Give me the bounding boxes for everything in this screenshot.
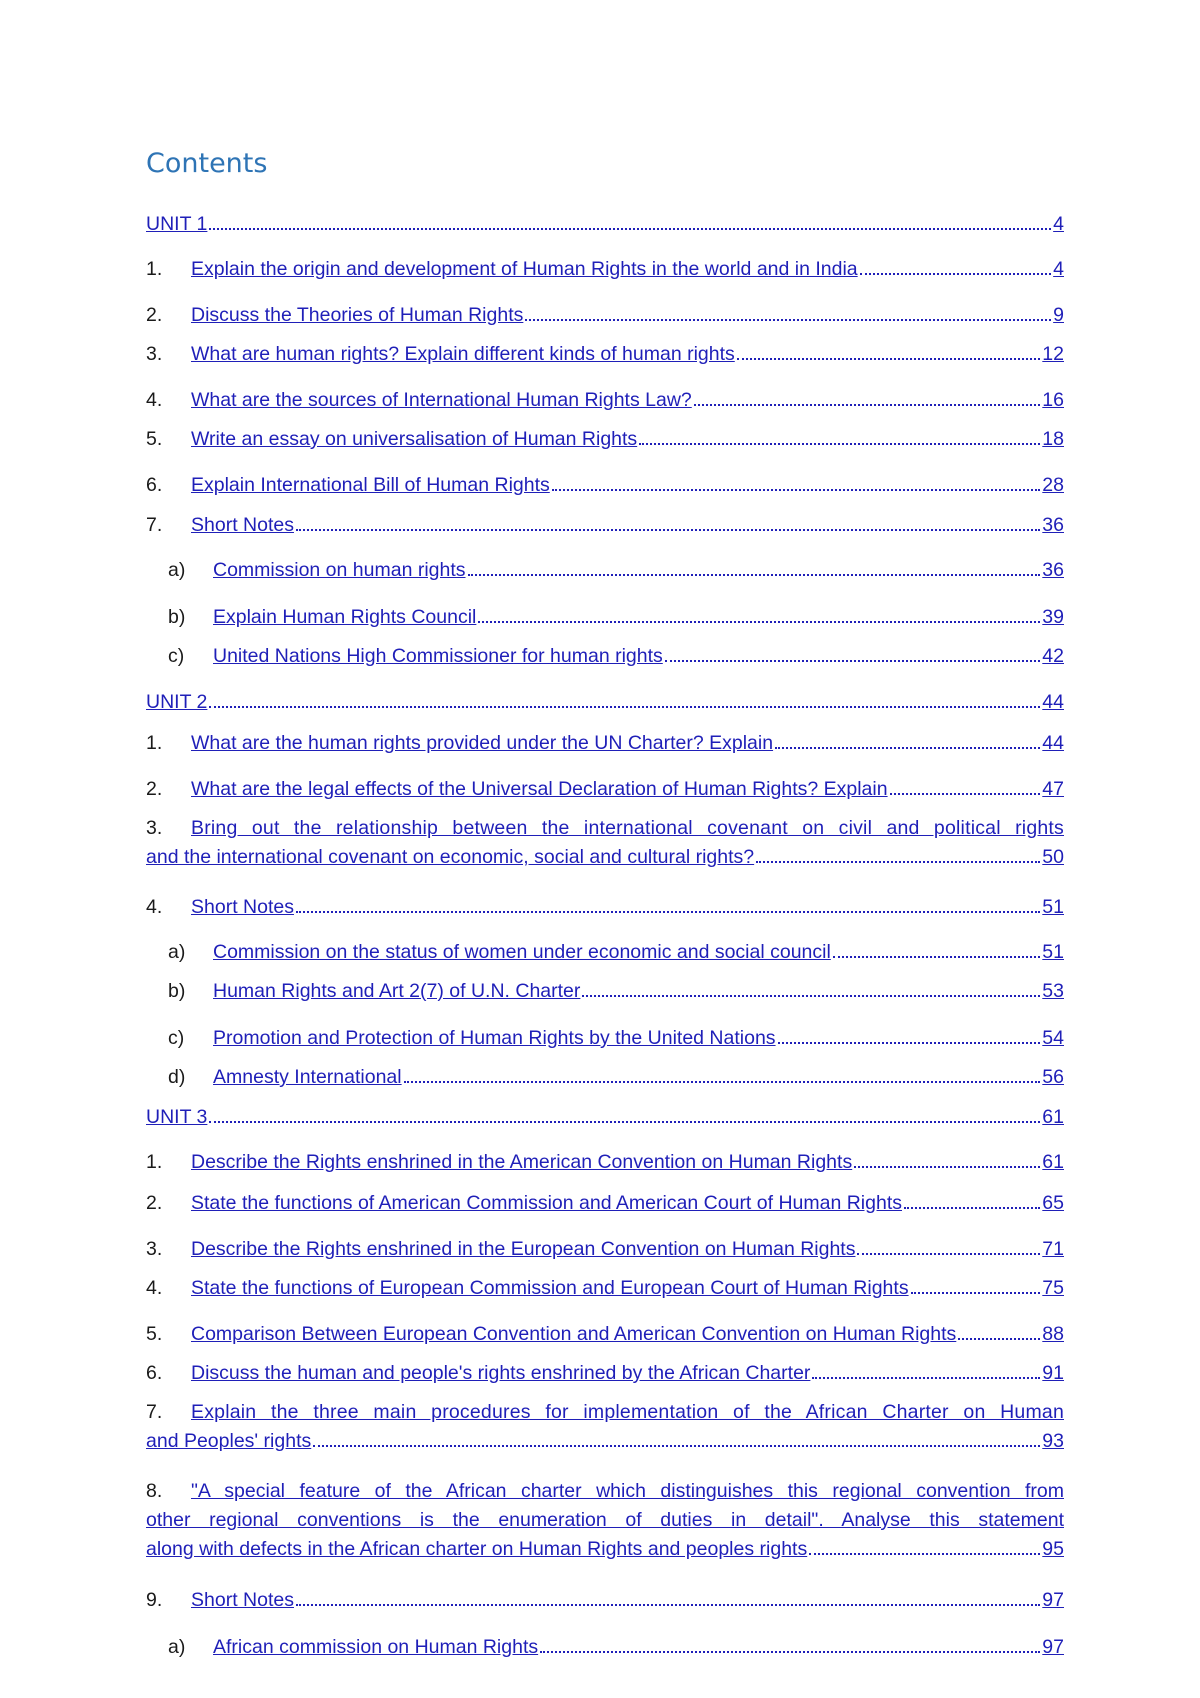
- toc-entry[interactable]: [146, 1586, 1064, 1615]
- toc-page-number: 36: [1042, 559, 1064, 581]
- dot-leader: [296, 911, 1040, 913]
- toc-entry-text: Write an essay on universalisation of Human Rights: [191, 428, 638, 450]
- dot-leader: [209, 228, 1051, 230]
- toc-entry-multiline[interactable]: [146, 1398, 1064, 1456]
- toc-page-number: 88: [1042, 1323, 1064, 1345]
- toc-entry-text: Comparison Between European Convention and American Convention on Human Rights: [191, 1323, 957, 1345]
- toc-page-number: 50: [1042, 846, 1064, 868]
- toc-entry-number: 8.: [146, 1480, 163, 1502]
- toc-entry-number: 3.: [146, 817, 163, 839]
- dot-leader: [833, 956, 1040, 958]
- toc-entry-text: Explain Human Rights Council: [213, 606, 477, 628]
- toc-entry-text: What are human rights? Explain different kinds of human rights: [191, 343, 735, 365]
- toc-entry-text: Short Notes: [191, 514, 294, 536]
- toc-entry-text: Discuss the human and people's rights enshrined by the African Charter: [191, 1362, 811, 1384]
- toc-entry[interactable]: [146, 775, 1064, 804]
- dot-leader: [582, 995, 1040, 997]
- toc-subentry[interactable]: [168, 603, 1064, 632]
- toc-entry-text: Explain the origin and development of Human Rights in the world and in India: [191, 258, 858, 280]
- toc-entry-number: c): [168, 1027, 185, 1049]
- toc-entry[interactable]: [146, 425, 1064, 454]
- toc-page-number: 16: [1042, 389, 1064, 411]
- toc-page-number: 95: [1042, 1538, 1064, 1560]
- toc-entry-number: 2.: [146, 304, 163, 326]
- toc-entry-text: Human Rights and Art 2(7) of U.N. Charter: [213, 980, 581, 1002]
- toc-unit-2[interactable]: [146, 688, 1064, 717]
- toc-page-number: 65: [1042, 1192, 1064, 1214]
- toc-page-number: 54: [1042, 1027, 1064, 1049]
- dot-leader: [209, 706, 1040, 708]
- dot-leader: [478, 621, 1040, 623]
- dot-leader: [890, 793, 1041, 795]
- toc-entry-number: 5.: [146, 1323, 163, 1345]
- toc-entry-text: Short Notes: [191, 896, 294, 918]
- toc-page-number: 4: [1053, 213, 1064, 235]
- toc-entry[interactable]: [146, 1274, 1064, 1303]
- dot-leader: [468, 574, 1041, 576]
- toc-entry-number: b): [168, 980, 186, 1002]
- toc-entry-number: 4.: [146, 896, 163, 918]
- toc-entry-number: 5.: [146, 428, 163, 450]
- toc-page-number: 28: [1042, 474, 1064, 496]
- toc-subentry[interactable]: [168, 1063, 1064, 1092]
- toc-entry-number: 1.: [146, 732, 163, 754]
- toc-entry[interactable]: [146, 255, 1064, 284]
- dot-leader: [296, 1604, 1040, 1606]
- toc-page-number: 97: [1042, 1589, 1064, 1611]
- dot-leader: [313, 1445, 1040, 1447]
- toc-page-number: 12: [1042, 343, 1064, 365]
- toc-page-number: 75: [1042, 1277, 1064, 1299]
- toc-entry[interactable]: [146, 1320, 1064, 1349]
- dot-leader: [860, 273, 1051, 275]
- dot-leader: [737, 358, 1041, 360]
- toc-entry-number: a): [168, 1636, 186, 1658]
- dot-leader: [958, 1338, 1040, 1340]
- toc-entry-text-continued: along with defects in the African charter on Human Rights and peoples rights: [146, 1538, 808, 1560]
- toc-entry[interactable]: [146, 511, 1064, 540]
- dot-leader: [775, 747, 1040, 749]
- toc-page-number: 47: [1042, 778, 1064, 800]
- toc-entry[interactable]: [146, 1148, 1064, 1177]
- toc-entry-text: Amnesty International: [213, 1066, 402, 1088]
- dot-leader: [857, 1253, 1040, 1255]
- toc-entry-number: 4.: [146, 389, 163, 411]
- toc-page-number: 4: [1053, 258, 1064, 280]
- toc-entry[interactable]: [146, 893, 1064, 922]
- toc-page-number: 44: [1042, 732, 1064, 754]
- toc-entry-number: d): [168, 1066, 186, 1088]
- toc-entry-number: 3.: [146, 1238, 163, 1260]
- toc-entry-text: What are the human rights provided under the UN Charter? Explain: [191, 732, 774, 754]
- toc-page-number: 36: [1042, 514, 1064, 536]
- dot-leader: [756, 861, 1040, 863]
- toc-page-number: 61: [1042, 1151, 1064, 1173]
- toc-page-number: 51: [1042, 896, 1064, 918]
- toc-page-number: 39: [1042, 606, 1064, 628]
- toc-entry-text: Discuss the Theories of Human Rights: [191, 304, 524, 326]
- dot-leader: [296, 529, 1040, 531]
- toc-entry-multiline[interactable]: [146, 814, 1064, 872]
- toc-entry-number: 7.: [146, 514, 163, 536]
- toc-page-number: 53: [1042, 980, 1064, 1002]
- toc-subentry[interactable]: [168, 1024, 1064, 1053]
- toc-entry-number: 4.: [146, 1277, 163, 1299]
- toc-page-number: 71: [1042, 1238, 1064, 1260]
- toc-page-number: 44: [1042, 691, 1064, 713]
- toc-entry-text: Describe the Rights enshrined in the American Convention on Human Rights: [191, 1151, 853, 1173]
- toc-entry-text: Commission on the status of women under economic and social council: [213, 941, 831, 963]
- toc-entry-number: a): [168, 559, 186, 581]
- toc-entry-text: What are the sources of International Human Rights Law?: [191, 389, 692, 411]
- toc-entry-text-continued: and Peoples' rights: [146, 1430, 312, 1452]
- toc-entry-text: Explain the three main procedures for implementation of the African Charter on Human: [191, 1401, 1064, 1423]
- toc-entry[interactable]: [146, 471, 1064, 500]
- toc-entry-number: 1.: [146, 258, 163, 280]
- toc-subentry[interactable]: [168, 938, 1064, 967]
- toc-entry-text: UNIT 1: [146, 213, 208, 235]
- toc-entry-text: African commission on Human Rights: [213, 1636, 539, 1658]
- dot-leader: [209, 1121, 1040, 1123]
- toc-page-number: 42: [1042, 645, 1064, 667]
- toc-entry-text: UNIT 2: [146, 691, 208, 713]
- dot-leader: [809, 1553, 1040, 1555]
- toc-subentry[interactable]: [168, 556, 1064, 585]
- toc-page-number: 9: [1053, 304, 1064, 326]
- toc-entry-number: 2.: [146, 1192, 163, 1214]
- toc-entry-text: Commission on human rights: [213, 559, 466, 581]
- dot-leader: [540, 1651, 1040, 1653]
- toc-subentry[interactable]: [168, 642, 1064, 671]
- toc-entry-number: 6.: [146, 474, 163, 496]
- toc-entry-text: Explain International Bill of Human Rights: [191, 474, 550, 496]
- dot-leader: [525, 319, 1051, 321]
- toc-entry-number: a): [168, 941, 186, 963]
- toc-entry[interactable]: [146, 301, 1064, 330]
- toc-entry-number: 7.: [146, 1401, 163, 1423]
- toc-entry-text: Bring out the relationship between the international covenant on civil and political rights: [191, 817, 1064, 839]
- toc-page-number: 56: [1042, 1066, 1064, 1088]
- toc-page-number: 91: [1042, 1362, 1064, 1384]
- toc-entry-text: State the functions of European Commission and European Court of Human Rights: [191, 1277, 909, 1299]
- toc-page-number: 61: [1042, 1106, 1064, 1128]
- toc-title: Contents: [146, 148, 268, 179]
- toc-entry-text: What are the legal effects of the Universal Declaration of Human Rights? Explain: [191, 778, 888, 800]
- toc-entry-number: b): [168, 606, 186, 628]
- toc-entry-multiline[interactable]: [146, 1477, 1064, 1564]
- toc-entry-number: 3.: [146, 343, 163, 365]
- toc-page-number: 51: [1042, 941, 1064, 963]
- toc-entry-number: 2.: [146, 778, 163, 800]
- dot-leader: [552, 489, 1041, 491]
- toc-entry[interactable]: [146, 1189, 1064, 1218]
- toc-entry-text-continued: and the international covenant on economic, social and cultural rights?: [146, 846, 755, 868]
- toc-entry[interactable]: [146, 340, 1064, 369]
- toc-entry[interactable]: [146, 729, 1064, 758]
- dot-leader: [911, 1292, 1041, 1294]
- toc-subentry[interactable]: [168, 977, 1064, 1006]
- dot-leader: [694, 404, 1041, 406]
- toc-entry-number: 1.: [146, 1151, 163, 1173]
- toc-entry-text: Short Notes: [191, 1589, 294, 1611]
- dot-leader: [665, 660, 1041, 662]
- toc-unit-1[interactable]: [146, 210, 1064, 239]
- toc-page-number: 97: [1042, 1636, 1064, 1658]
- toc-subentry[interactable]: [168, 1633, 1064, 1662]
- dot-leader: [812, 1377, 1040, 1379]
- toc-entry-text: "A special feature of the African charter which distinguishes this regional convention from: [191, 1480, 1064, 1502]
- toc-entry-number: 9.: [146, 1589, 163, 1611]
- dot-leader: [639, 443, 1040, 445]
- toc-entry-text: State the functions of American Commission and American Court of Human Rights: [191, 1192, 902, 1214]
- toc-entry-text: Promotion and Protection of Human Rights by the United Nations: [213, 1027, 776, 1049]
- dot-leader: [404, 1081, 1041, 1083]
- toc-entry-number: 6.: [146, 1362, 163, 1384]
- toc-entry-text-continued: other regional conventions is the enumeration of duties in detail". Analyse this statement: [146, 1509, 1064, 1531]
- toc-entry-text: United Nations High Commissioner for human rights: [213, 645, 663, 667]
- toc-entry-number: c): [168, 645, 185, 667]
- toc-entry-text: UNIT 3: [146, 1106, 208, 1128]
- toc-entry-text: Describe the Rights enshrined in the European Convention on Human Rights: [191, 1238, 856, 1260]
- toc-page-number: 18: [1042, 428, 1064, 450]
- toc-page-number: 93: [1042, 1430, 1064, 1452]
- toc-unit-3[interactable]: [146, 1103, 1064, 1132]
- toc-entry[interactable]: [146, 386, 1064, 415]
- toc-entry[interactable]: [146, 1235, 1064, 1264]
- dot-leader: [854, 1166, 1040, 1168]
- dot-leader: [904, 1207, 1040, 1209]
- dot-leader: [778, 1042, 1041, 1044]
- toc-entry[interactable]: [146, 1359, 1064, 1388]
